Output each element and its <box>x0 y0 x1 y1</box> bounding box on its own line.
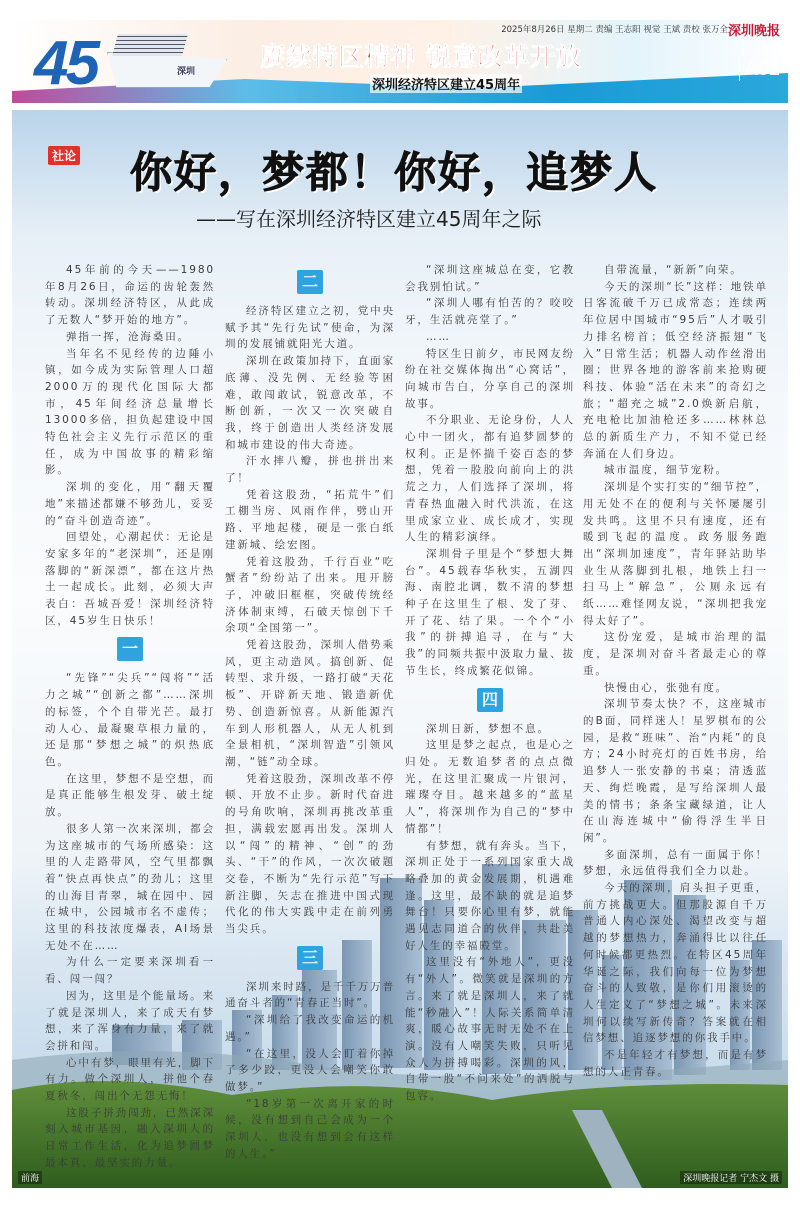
article-paragraph: 凭着这股劲，深圳人借势乘风，更主动造风。搞创新、促转型、求升级，一路打破“天花板”、开辟新天地、锻造新优势、创造新惊喜。从新能源汽车到人形机器人，从无人机到全景相机，“深圳智造”引领风潮，“链”动全球。 <box>225 639 395 768</box>
article-subtitle: ——写在深圳经济特区建立45周年之际 <box>196 207 542 231</box>
header-slogan: 赓续特区精神 锐意改革开放 <box>260 42 582 71</box>
article-paragraph: 深圳来时路，是千千万万普通奋斗者的“青春正当时”。 <box>225 980 395 1010</box>
article-column-2 <box>225 262 395 1162</box>
article-paragraph: 这里没有“外地人”，更没有“外人”。微笑就是深圳的方言。来了就是深圳人，来了就能“秒融入”！人际关系简单清爽，暖心故事无时无处不在上演。没有人嘲笑失败，只听见众人为拼搏喝彩。深圳的风，自带一股“不问来处”的洒脱与包容。 <box>405 956 575 1103</box>
article-paragraph: 在这里，梦想不是空想，而是真正能够生根发芽、破土绽放。 <box>45 772 215 819</box>
header-subline: 深圳经济特区建立45周年 <box>370 74 522 93</box>
section-number-marker: 四 <box>477 688 503 712</box>
article-paragraph: 汗水摔八瓣，拼也拼出来了！ <box>225 455 395 485</box>
article-paragraph: 特区生日前夕，市民网友纷纷在社交媒体掏出“心窝话”，向城市告白，分享自己的深圳故事。 <box>405 347 575 410</box>
section-number-marker: 二 <box>297 270 323 294</box>
article-paragraph: 深圳日新，梦想不息。 <box>426 722 550 735</box>
article-paragraph: 深圳是个实打实的“细节控”，用无处不在的便利与关怀屡屡引发共鸣。这里不只有速度，还有暖到飞起的温度。政务服务跑出“深圳加速度”，青年驿站助毕业生从落脚到扎根，地铁上扫一扫马上“解急”，公厕永远有纸……难怪网友说，“深圳把我宠得太好了”。 <box>583 481 768 627</box>
article-paragraph: 有梦想，就有奔头。当下，深圳正处于一系列国家重大战略叠加的黄金发展期，机遇难逢。这里，最不缺的就是追梦舞台！只要你心里有梦，就能遇见志同道合的伙伴，共赴美好人生的幸福殿堂。 <box>405 839 575 952</box>
article-paragraph: 深圳在政策加持下，直面家底薄、没先例、无经验等困难，敢闯敢试，锐意改革，不断创新，一次又一次突破自我，终于创造出人类经济发展和城市建设的伟大奇迹。 <box>225 355 395 451</box>
newspaper-logo: 深圳晚报 <box>727 24 780 39</box>
article-paragraph: 这股子拼劲闯劲，已然深深刻入城市基因，融入深圳人的日常工作生活，化为追梦圆梦最本真、最坚实的力量。 <box>45 1106 215 1169</box>
article-column-3 <box>405 262 575 1105</box>
article-paragraph: 心中有梦，眼里有光，脚下有力。做个深圳人，拼他个春夏秋冬，闯出个无怨无悔！ <box>45 1056 215 1103</box>
article-paragraph: “深圳这座城总在变，它教会我别怕试。” <box>405 264 575 293</box>
article-title: 你好，梦都！你好，追梦人 <box>130 148 659 197</box>
article-paragraph: 深圳节奏太快？不，这座城市的B面，同样迷人！星罗棋布的公园，是救“班味”、治“内耗”的良方；24小时亮灯的百姓书房，给追梦人一张安静的书桌；清透蓝天、绚烂晚霞，是写给深圳人最美的情书；条条宝藏绿道，让人在山海连城中“偷得浮生半日闲”。 <box>583 698 768 844</box>
article-paragraph: “先锋”“尖兵”“闯将”“活力之城”“创新之都”……深圳的标签，个个自带光芒。最打动人心、最凝聚草根力量的，还是那“梦想之城”的炽热底色。 <box>45 672 215 768</box>
article-paragraph: 不分职业、无论身份，人人心中一团火，都有追梦圆梦的权利。正是怀揣千姿百态的梦想，凭着一股股向前向上的洪荒之力，人们选择了深圳，将青春热血融入时代洪流，在这里成家立业、成长成才，实现人生的精彩演绎。 <box>405 414 575 544</box>
article-paragraph: 很多人第一次来深圳，都会为这座城市的气场所感染：这里的人走路带风，空气里都飘着“快点再快点”的劲儿；这里的山海目青翠，城在园中、园在城中，公园城市名不虚传；这里的科技浓度爆表，AI场景无处不在…… <box>45 822 215 952</box>
article-paragraph: 凭着这股劲，深圳改革不停顿、开放不止步。新时代奋进的号角吹响，深圳再挑改革重担，满载宏愿再出发。深圳人以“闯”的精神、“创”的劲头、“干”的作风，一次次破题交卷，不断为“先行示范”写下新注脚，矢志在推进中国式现代化的伟大实践中走在前列勇当尖兵。 <box>225 772 395 936</box>
article-paragraph: 自带流量，“新新”向荣。 <box>604 264 743 276</box>
photo-credit: 深圳晚报记者 宁杰文 摄 <box>680 1171 782 1184</box>
article-paragraph: 凭着这股劲，千行百业“吃蟹者”纷纷站了出来。甩开膀子，冲破旧框框，突破传统经济体制束缚，石破天惊创下千余项“全国第一”。 <box>225 555 395 635</box>
article-paragraph: 这份宠爱，是城市治理的温度，是深圳对奋斗者最走心的尊重。 <box>583 631 768 677</box>
section-number-marker: 三 <box>297 946 323 970</box>
date-line: 2025年8月26日 星期二 责编 王志阳 视觉 王斌 责校 张万全 <box>501 25 728 35</box>
article-paragraph: “18岁第一次离开家的时候，没有想到自己会成为一个深圳人，也没有想到会有这样的人生。” <box>225 1097 395 1160</box>
article-paragraph: 因为，这里是个能量场。来了就是深圳人，来了成天有梦想，来了浑身有力量，来了就会拼和闯。 <box>45 989 215 1052</box>
article-paragraph: …… <box>426 330 451 343</box>
article-paragraph: 弹指一挥，沧海桑田。 <box>66 330 190 343</box>
anniversary-number: 45 <box>34 29 97 98</box>
ship-label: 深圳 <box>177 67 196 77</box>
article-column-4 <box>583 262 768 1080</box>
page-header <box>12 20 788 103</box>
article-paragraph: 回望处，心潮起伏：无论是安家多年的“老深圳”，还是刚落脚的“新深漂”，都在这片热土一起成长。此刻，必须大声表白：吾城吾爱！深圳经济特区，45岁生日快乐！ <box>45 531 215 627</box>
article-paragraph: 深圳的变化，用“翻天覆地”来描述都嫌不够劲儿，妥妥的“奋斗创造奇迹”。 <box>45 481 215 527</box>
article-paragraph: 快慢由心，张弛有度。 <box>604 681 728 694</box>
page-number: A02 <box>739 58 780 81</box>
article-paragraph: 这里是梦之起点，也是心之归处。无数追梦者的点点微光，在这里汇聚成一片银河，璀璨夺目。越来越多的“蓝星人”，将深圳作为自己的“梦中情都”！ <box>405 739 575 835</box>
article-paragraph: “在这里，没人会盯着你掉了多少跤，更没人会嘲笑你敢做梦。” <box>225 1047 395 1093</box>
article-paragraph: 今天的深圳，肩头担子更重，前方挑战更大。但那股源自千万普通人内心深处、渴望改变与超越的梦想热力，奔涌得比以往任何时候都更热烈。在特区45周年华诞之际，我们向每一位为梦想奋斗的人致敬，是你们用滚烫的人生定义了“梦想之城”。未来深圳何以续写新传奇？答案就在相信梦想、追逐梦想的你我手中。 <box>583 882 768 1045</box>
article-paragraph: 多面深圳，总有一面属于你！梦想，永远值得我们全力以赴。 <box>583 848 768 878</box>
article-paragraph: “深圳给了我改变命运的机遇。” <box>225 1014 395 1043</box>
photo-location-caption: 前海 <box>18 1171 42 1184</box>
article-paragraph: 45年前的今天——1980年8月26日，命运的齿轮轰然转动。深圳经济特区，从此成了无数人“梦开始的地方”。 <box>45 264 215 327</box>
article-paragraph: 凭着这股劲，“拓荒牛”们工棚当房、风雨作伴，劈山开路、平地起楼，硬是一张白纸建新城、绘宏图。 <box>225 488 395 551</box>
article-paragraph: 经济特区建立之初，党中央赋予其“先行先试”使命，为深圳的发展铺就阳光大道。 <box>225 305 395 351</box>
section-number-marker: 一 <box>117 637 143 661</box>
article-paragraph: 为什么一定要来深圳看一看、闯一闯？ <box>45 956 215 986</box>
article-paragraph: “深圳人哪有怕苦的？咬咬牙，生活就亮堂了。” <box>405 297 575 327</box>
article-paragraph: 城市温度，细节宠粉。 <box>604 464 728 477</box>
article-paragraph: 深圳骨子里是个“梦想大舞台”。45载春华秋实，五湖四海、南腔北调，数不清的梦想种子在这里生了根、发了芽、开了花、结了果。一个个“小我”的拼搏追寻，在与“大我”的同频共振中汲取力量、拔节生长，终成繁花似锦。 <box>405 547 575 677</box>
article-column-1 <box>45 262 215 1172</box>
editorial-tag: 社论 <box>48 146 80 165</box>
cruise-ship-icon <box>107 30 227 92</box>
article-paragraph: 不是年轻才有梦想，而是有梦想的人正青春。 <box>583 1049 768 1078</box>
article-paragraph: 今天的深圳“长”这样：地铁单日客流破千万已成常态；连续两年位居中国城市“95后”人才吸引力排名榜首；低空经济振翅“飞入”日常生活；机器人动作丝滑出圈；世界各地的游客前来抢购硬科技、体验“活在未来”的奇幻之旅；“超充之城”2.0焕新启航，充电枪比加油枪还多……林林总总的新质生产力，不知不觉已经奔涌在人们身边。 <box>583 280 768 460</box>
article-paragraph: 当年名不见经传的边陲小镇，如今成为实际管理人口超2000万的现代化国际大都市，45年间经济总量增长13000多倍，担负起建设中国特色社会主义先行示范区的重任，成为中国故事的精彩缩影。 <box>45 347 215 477</box>
